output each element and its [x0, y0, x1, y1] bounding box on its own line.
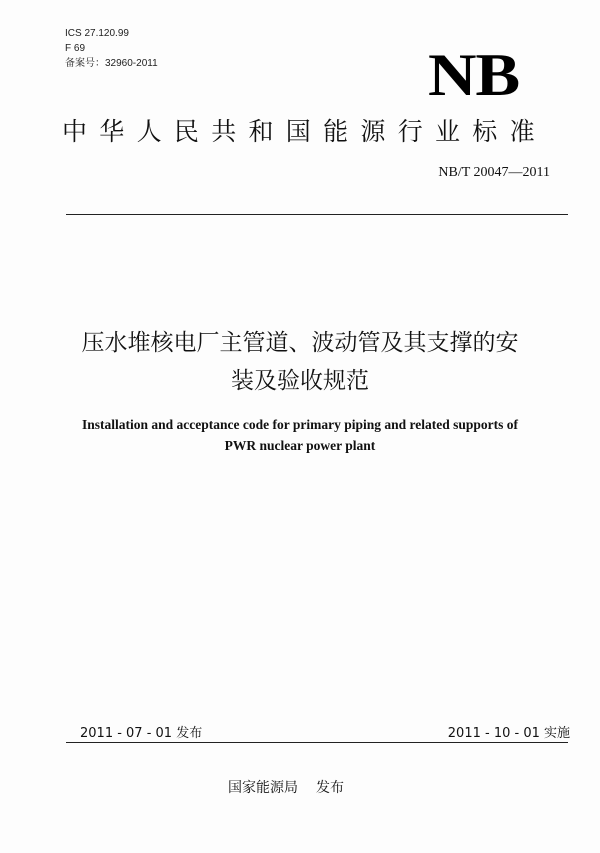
- publish-date: 2011 - 07 - 01 发布: [80, 726, 203, 741]
- chinese-title-line-2: 装及验收规范: [231, 368, 369, 394]
- english-title: [40, 414, 560, 456]
- category-code: F 69: [65, 43, 86, 54]
- implement-date: 2011 - 10 - 01 实施: [447, 726, 570, 741]
- standard-body-name: 中华人民共和国能源行业标准: [62, 117, 547, 146]
- issuer-line: [228, 777, 344, 797]
- chinese-title-line-1: 压水堆核电厂主管道、波动管及其支撑的安: [81, 330, 519, 356]
- issuer-name: 国家能源局: [228, 780, 298, 796]
- filing-number: 备案号：32960-2011: [65, 58, 158, 69]
- english-title-line-2: PWR nuclear power plant: [224, 438, 376, 453]
- nb-logo: NB: [428, 42, 520, 108]
- classification-block: [65, 26, 158, 71]
- bottom-divider: [66, 742, 568, 743]
- top-divider: [66, 214, 568, 215]
- ics-code: ICS 27.120.99: [65, 28, 129, 39]
- chinese-title: [40, 324, 560, 400]
- standard-number: NB/T 20047—2011: [438, 165, 550, 180]
- issue-label: 发布: [316, 780, 344, 796]
- english-title-line-1: Installation and acceptance code for primary piping and related supports of: [81, 417, 519, 432]
